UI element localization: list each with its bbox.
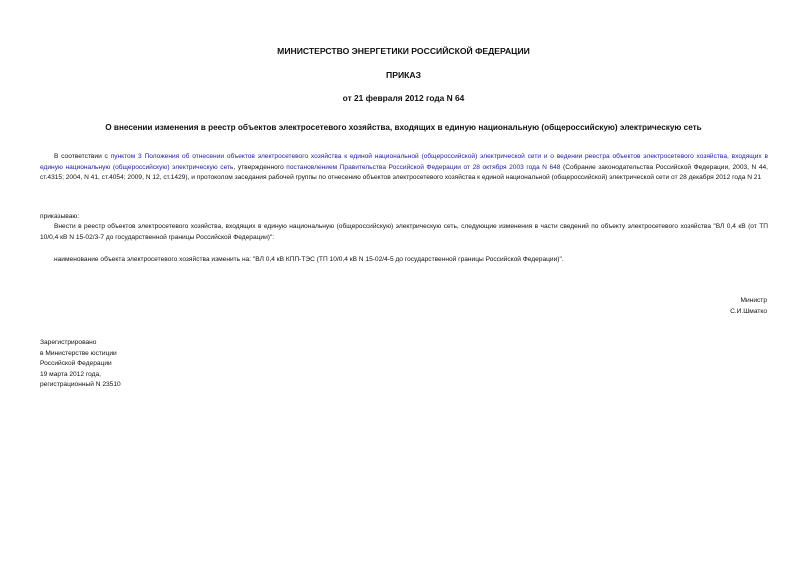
preamble-start: В соответствии с	[54, 153, 111, 160]
order-paragraph: Внести в реестр объектов электросетевого хозяйства, входящих в единую национальную (общероссийскую) электрическую сеть, следующие изменения в части сведений по объекту электросетевого хозяйства "ВЛ 0,4 кВ (от ТП 10/0,4 кВ N 15-02/3-7 до государственной границы Российской Федерации)":	[40, 223, 768, 241]
order-word: приказываю:	[40, 213, 80, 220]
registration-block	[40, 338, 121, 391]
document-title: О внесении изменения в реестр объектов электросетевого хозяйства, входящих в единую национальную (общероссийскую) электрическую сеть	[105, 123, 702, 132]
regulation-link[interactable]: пунктом 3 Положения об отнесении объектов электросетевого хозяйства к единой национальной (общероссийской) электрической сети и о ведении реестра объектов электросетевого хозяйства, входящих в единую национальную (общероссийскую) электрическую сеть	[40, 153, 768, 171]
registration-line-5: регистрационный N 23510	[40, 381, 121, 388]
signature-block	[730, 296, 767, 317]
rename-paragraph: наименование объекта электросетевого хозяйства изменить на: "ВЛ 0,4 кВ КПП-ТЭС (ТП 10/0,4 кВ N 15-02/4-5 до государственной границы Российской Федерации)".	[54, 256, 564, 263]
government-decree-link[interactable]: постановлением Правительства Российской Федерации от 28 октября 2003 года N 648	[286, 163, 561, 171]
ministry-heading: МИНИСТЕРСТВО ЭНЕРГЕТИКИ РОССИЙСКОЙ ФЕДЕРАЦИИ	[277, 46, 530, 56]
preamble-end: (Собрание законодательства Российской Федерации, 2003, N 44, ст.4315; 2004, N 41, ст.4054; 2009, N 12, ст.1429), и протоколом заседания рабочей группы по отнесению объектов электросетевого хозяйства к единой национальной (общероссийской) электрической сети от 28 декабря 2012 года N 21	[40, 163, 768, 181]
registration-line-3: Российской Федерации	[40, 360, 112, 367]
signer-name: С.И.Шматко	[730, 307, 767, 315]
preamble-mid: , утвержденного	[233, 163, 287, 171]
document-type: ПРИКАЗ	[386, 70, 421, 80]
document-date-number: от 21 февраля 2012 года N 64	[342, 93, 465, 103]
preamble-paragraph	[40, 152, 768, 184]
registration-line-2: в Министерстве юстиции	[40, 349, 117, 357]
signer-position: Министр	[740, 297, 767, 304]
registration-line-4: 19 марта 2012 года,	[40, 370, 101, 378]
registration-line-1: Зарегистрировано	[40, 339, 97, 346]
